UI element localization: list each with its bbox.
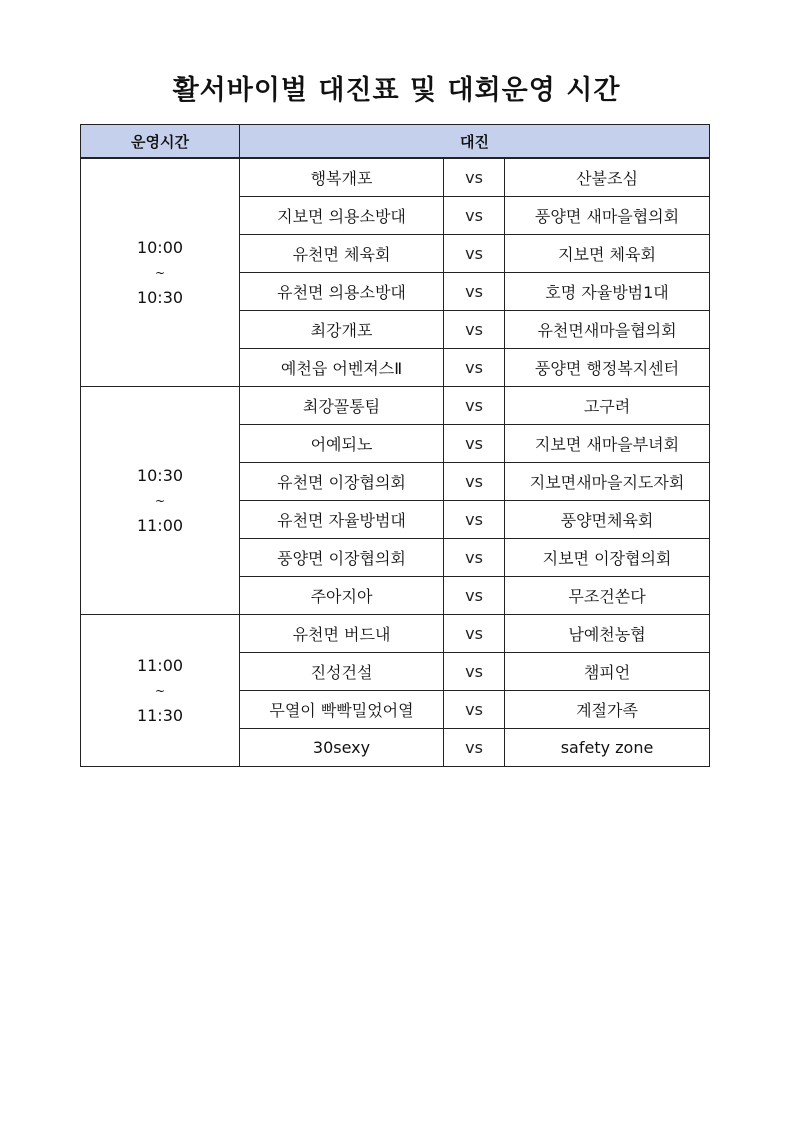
vs-label: vs bbox=[444, 463, 505, 501]
team-a: 유천면 의용소방대 bbox=[240, 273, 444, 311]
table-row bbox=[81, 615, 710, 653]
vs-label: vs bbox=[444, 425, 505, 463]
team-b: 풍양면체육회 bbox=[505, 501, 710, 539]
team-a: 30sexy bbox=[240, 729, 444, 767]
team-a: 진성건설 bbox=[240, 653, 444, 691]
time-separator: ~ bbox=[154, 265, 166, 280]
vs-label: vs bbox=[444, 501, 505, 539]
match-schedule-table bbox=[80, 124, 710, 767]
vs-label: vs bbox=[444, 539, 505, 577]
time-end: 10:30 bbox=[136, 287, 184, 307]
vs-label: vs bbox=[444, 691, 505, 729]
vs-label: vs bbox=[444, 653, 505, 691]
time-start: 10:00 bbox=[136, 237, 184, 257]
team-b: 유천면새마을협의회 bbox=[505, 311, 710, 349]
page-title: 활서바이벌 대진표 및 대회운영 시간 bbox=[172, 75, 621, 106]
team-a: 유천면 자율방범대 bbox=[240, 501, 444, 539]
vs-label: vs bbox=[444, 235, 505, 273]
team-b: 지보면 새마을부녀회 bbox=[505, 425, 710, 463]
team-b: 무조건쏜다 bbox=[505, 577, 710, 615]
team-a: 최강개포 bbox=[240, 311, 444, 349]
time-start: 11:00 bbox=[136, 655, 184, 675]
time-slot-cell bbox=[81, 387, 240, 615]
team-b: 호명 자율방범1대 bbox=[505, 273, 710, 311]
time-end: 11:30 bbox=[136, 705, 184, 725]
vs-label: vs bbox=[444, 615, 505, 653]
header-match: 대진 bbox=[240, 125, 710, 159]
team-a: 최강꼴통팀 bbox=[240, 387, 444, 425]
team-b: 고구려 bbox=[505, 387, 710, 425]
team-a: 주아지아 bbox=[240, 577, 444, 615]
time-start: 10:30 bbox=[136, 465, 184, 485]
vs-label: vs bbox=[444, 387, 505, 425]
time-end: 11:00 bbox=[136, 515, 184, 535]
team-a: 지보면 의용소방대 bbox=[240, 197, 444, 235]
table-row bbox=[81, 387, 710, 425]
time-separator: ~ bbox=[154, 493, 166, 508]
team-a: 풍양면 이장협의회 bbox=[240, 539, 444, 577]
table-header-row bbox=[81, 125, 710, 159]
team-a: 유천면 이장협의회 bbox=[240, 463, 444, 501]
table-row bbox=[81, 158, 710, 197]
header-time: 운영시간 bbox=[81, 125, 240, 159]
time-slot-cell bbox=[81, 615, 240, 767]
vs-label: vs bbox=[444, 577, 505, 615]
team-b: 지보면 체육회 bbox=[505, 235, 710, 273]
team-a: 예천읍 어벤져스Ⅱ bbox=[240, 349, 444, 387]
team-b: 지보면 이장협의회 bbox=[505, 539, 710, 577]
vs-label: vs bbox=[444, 729, 505, 767]
team-b: 지보면새마을지도자회 bbox=[505, 463, 710, 501]
team-a: 행복개포 bbox=[240, 158, 444, 197]
team-b: 풍양면 새마을협의회 bbox=[505, 197, 710, 235]
team-b: 계절가족 bbox=[505, 691, 710, 729]
team-b: 풍양면 행정복지센터 bbox=[505, 349, 710, 387]
team-a: 무열이 빡빡밀었어열 bbox=[240, 691, 444, 729]
team-b: 산불조심 bbox=[505, 158, 710, 197]
vs-label: vs bbox=[444, 158, 505, 197]
team-a: 유천면 체육회 bbox=[240, 235, 444, 273]
team-b: safety zone bbox=[505, 729, 710, 767]
time-slot-cell bbox=[81, 158, 240, 387]
vs-label: vs bbox=[444, 197, 505, 235]
team-b: 챔피언 bbox=[505, 653, 710, 691]
team-a: 유천면 버드내 bbox=[240, 615, 444, 653]
vs-label: vs bbox=[444, 349, 505, 387]
team-a: 어예되노 bbox=[240, 425, 444, 463]
vs-label: vs bbox=[444, 311, 505, 349]
vs-label: vs bbox=[444, 273, 505, 311]
team-b: 남예천농협 bbox=[505, 615, 710, 653]
time-separator: ~ bbox=[154, 683, 166, 698]
